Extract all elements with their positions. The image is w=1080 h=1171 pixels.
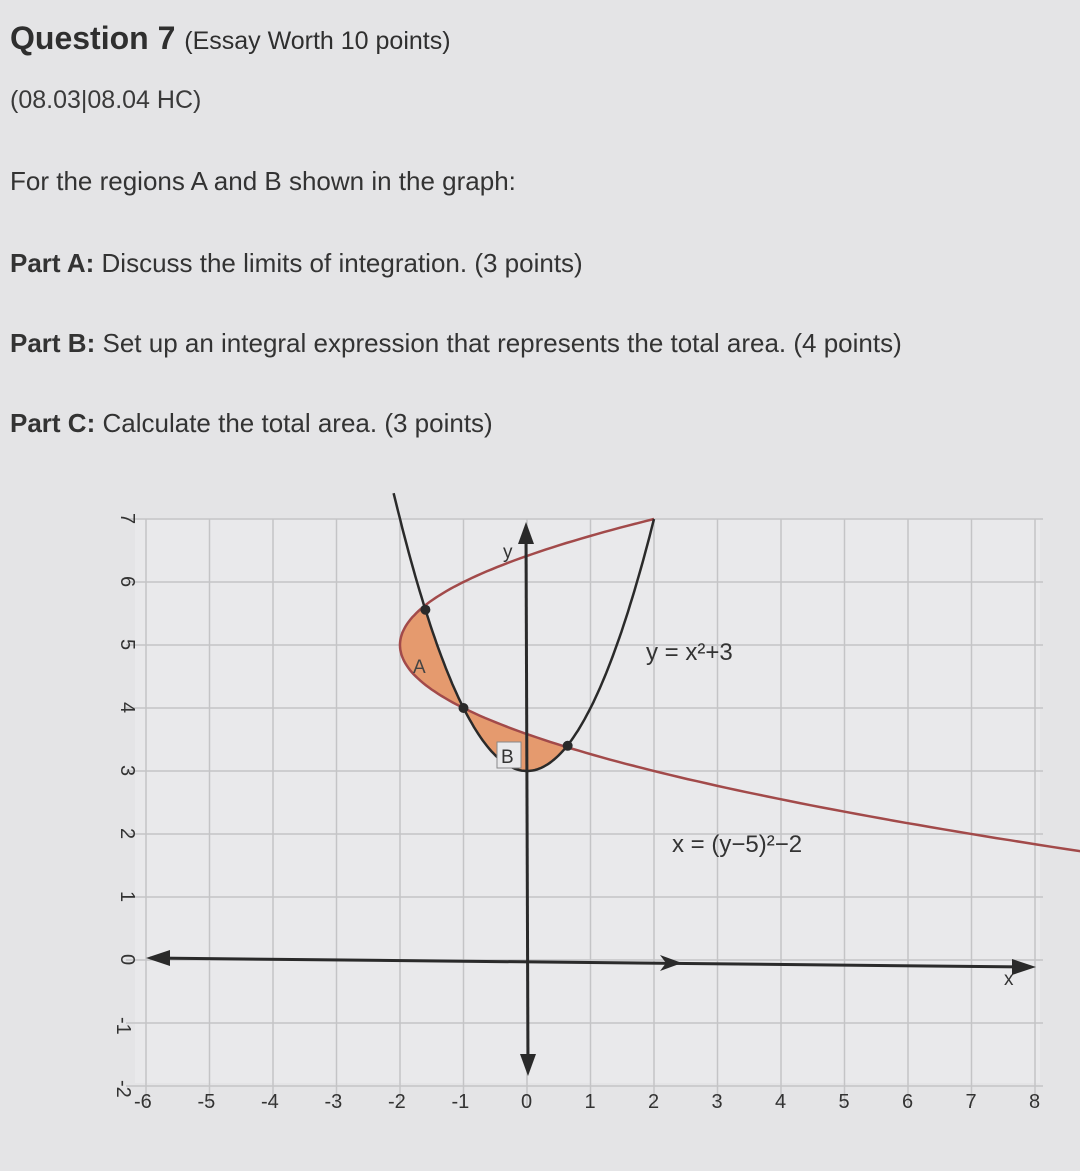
intersection-point bbox=[459, 703, 469, 713]
y-tick-label: 4 bbox=[116, 702, 138, 714]
x-tick-label: 8 bbox=[1029, 1091, 1041, 1113]
part-c-text: Calculate the total area. (3 points) bbox=[102, 408, 493, 438]
y-axis-label: y bbox=[503, 542, 513, 563]
x-tick-label: 4 bbox=[775, 1091, 787, 1113]
x-tick-label: -3 bbox=[324, 1091, 343, 1113]
y-tick-label: 6 bbox=[116, 576, 138, 588]
x-tick-label: 6 bbox=[902, 1091, 914, 1113]
question-prompt: For the regions A and B shown in the graph: bbox=[10, 166, 516, 196]
part-c-label: Part C: bbox=[10, 408, 96, 438]
y-tick-label: 3 bbox=[116, 765, 138, 777]
x-tick-label: 7 bbox=[965, 1091, 977, 1113]
part-b-label: Part B: bbox=[10, 328, 96, 358]
x-axis-label: x bbox=[1004, 969, 1014, 990]
x-tick-label: -6 bbox=[134, 1091, 152, 1113]
x-tick-label: 5 bbox=[838, 1091, 850, 1113]
x-tick-label: 0 bbox=[521, 1091, 533, 1113]
region-a-label: A bbox=[413, 657, 426, 678]
x-tick-label: -5 bbox=[197, 1091, 216, 1113]
curve-2-label: x = (y−5)²−2 bbox=[672, 831, 803, 858]
x-tick-label: 2 bbox=[648, 1091, 660, 1113]
y-tick-label: 7 bbox=[116, 513, 138, 525]
graph-background bbox=[135, 518, 1040, 1083]
y-axis bbox=[526, 535, 528, 1068]
x-tick-label: -1 bbox=[451, 1091, 470, 1113]
question-worth: (Essay Worth 10 points) bbox=[184, 27, 451, 55]
y-tick-label: 5 bbox=[116, 639, 138, 651]
part-a-label: Part A: bbox=[10, 248, 95, 278]
part-b-text: Set up an integral expression that represents the total area. (4 points) bbox=[102, 328, 902, 358]
x-tick-label: 1 bbox=[584, 1091, 596, 1113]
y-tick-label: -2 bbox=[112, 1080, 134, 1098]
question-code: (08.03|08.04 HC) bbox=[10, 86, 202, 114]
region-b-label: B bbox=[501, 747, 514, 768]
x-tick-label: -4 bbox=[261, 1091, 279, 1113]
question-number: Question 7 bbox=[10, 20, 176, 56]
y-tick-label: 1 bbox=[116, 891, 138, 903]
x-tick-label: -2 bbox=[388, 1091, 406, 1113]
y-tick-label: -1 bbox=[112, 1017, 134, 1035]
x-tick-label: 3 bbox=[711, 1091, 723, 1113]
intersection-point bbox=[420, 605, 430, 615]
curve-1-label: y = x²+3 bbox=[646, 639, 733, 666]
intersection-point bbox=[563, 741, 573, 751]
part-a-text: Discuss the limits of integration. (3 points) bbox=[101, 248, 583, 278]
y-tick-label: 2 bbox=[116, 828, 138, 840]
y-tick-label: 0 bbox=[116, 954, 138, 966]
